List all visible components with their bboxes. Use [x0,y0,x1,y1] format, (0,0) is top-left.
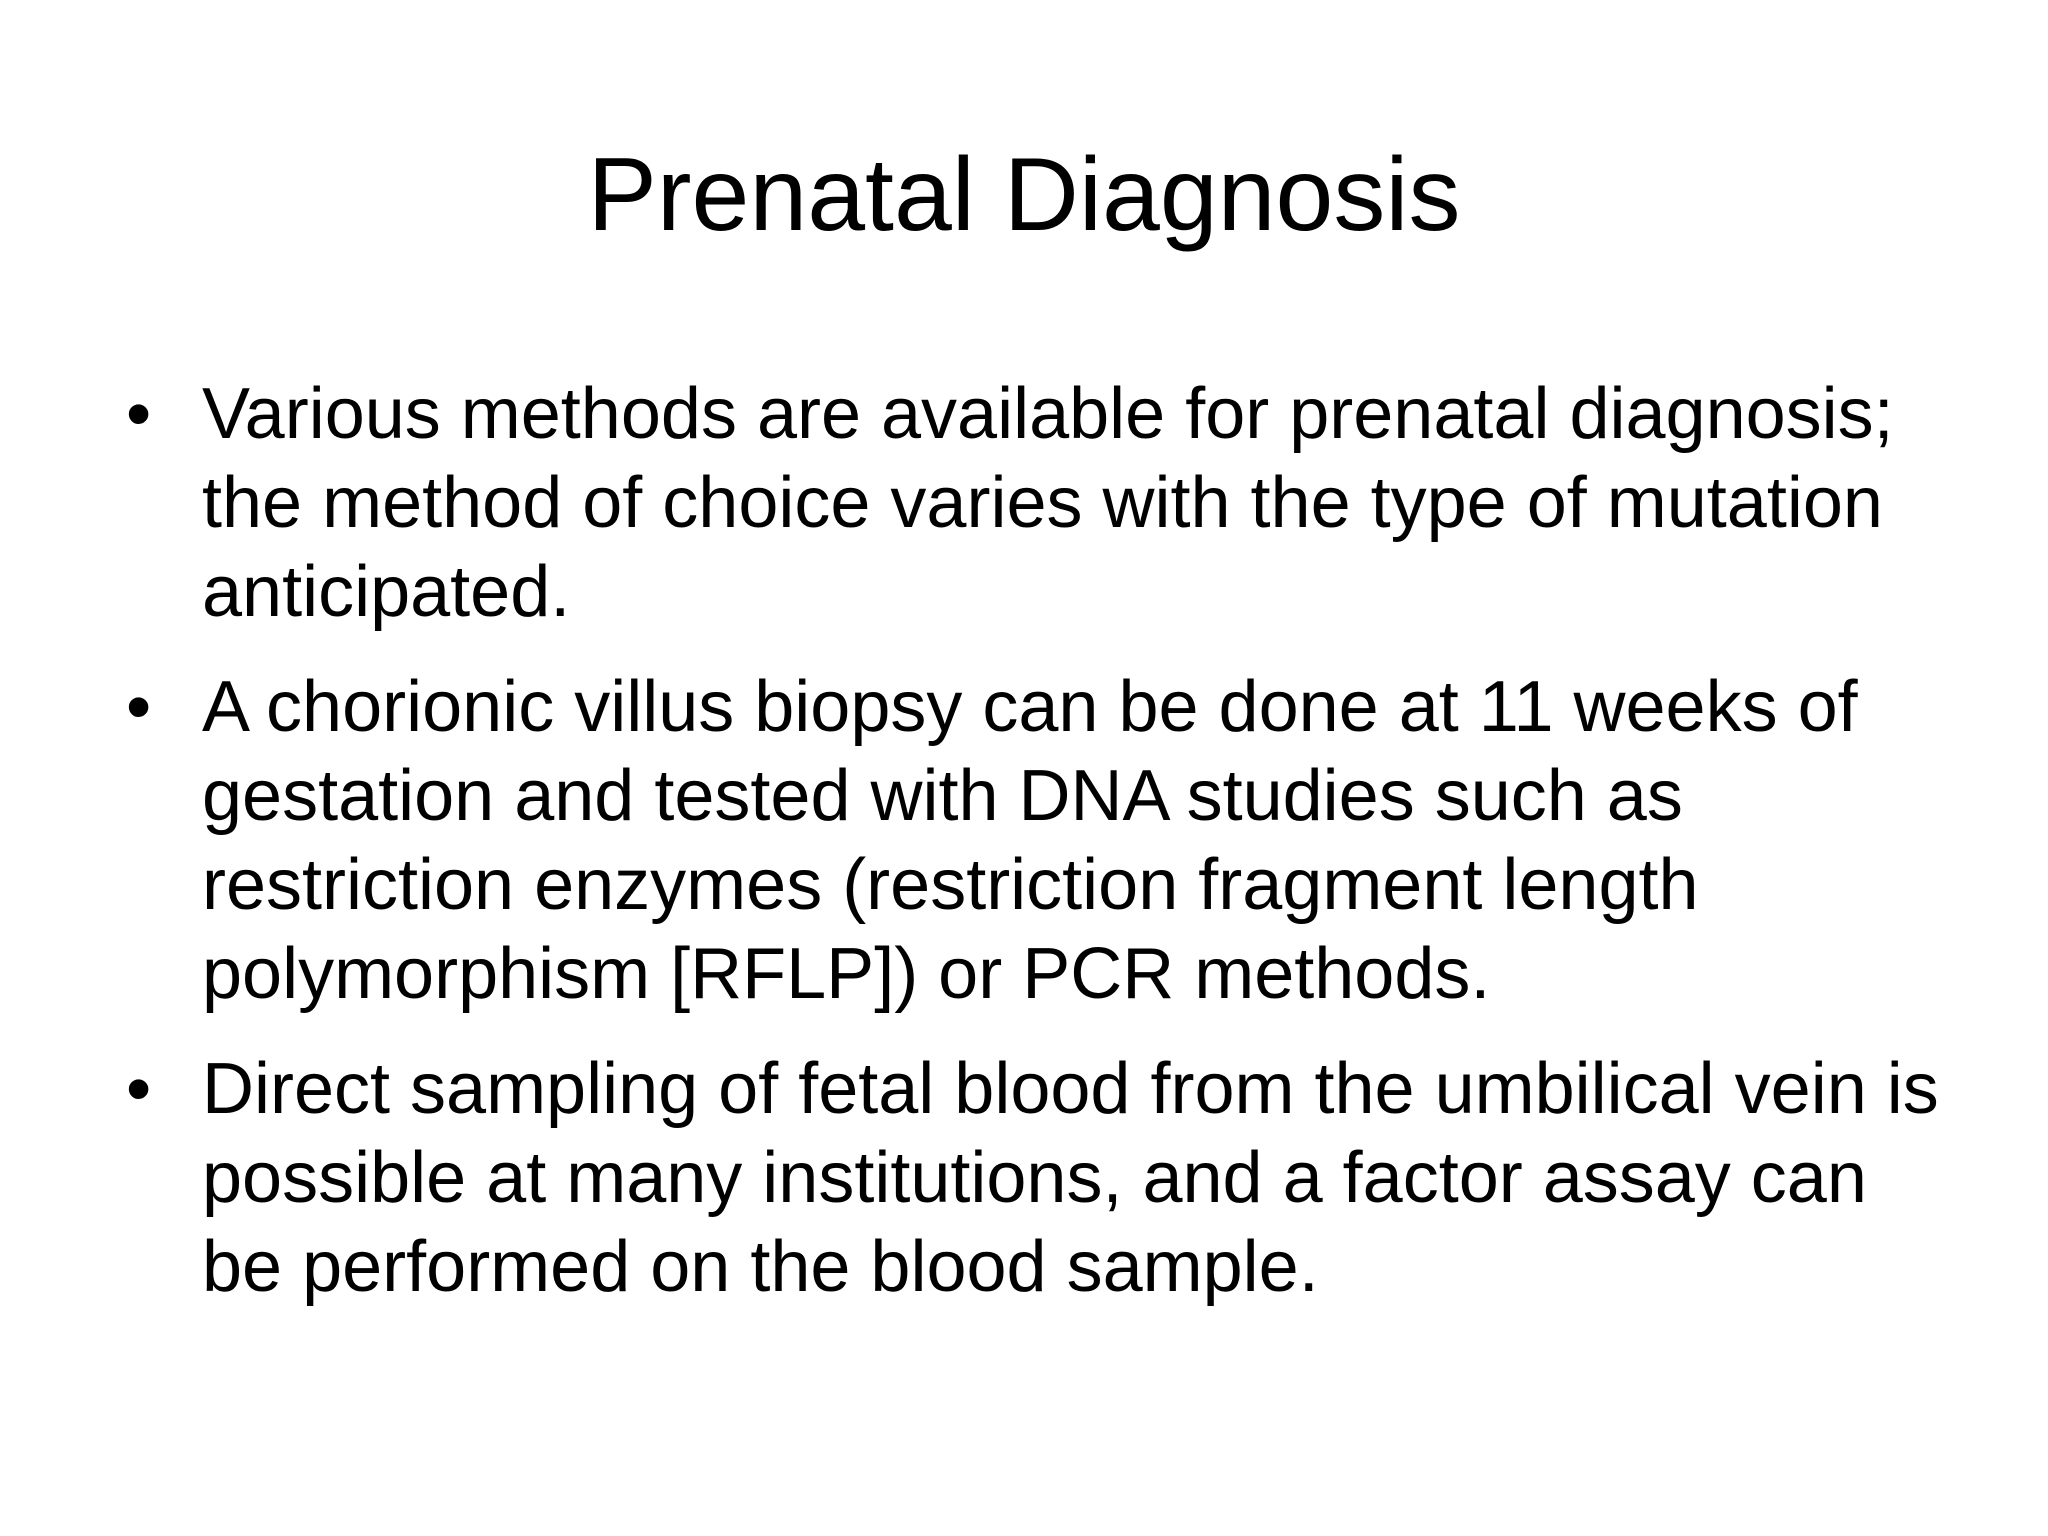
bullet-item [120,663,1960,1019]
bullet-icon: • [126,667,152,747]
slide-title: Prenatal Diagnosis [587,137,1461,253]
bullet-item [120,370,1960,637]
bullet-text: Direct sampling of fetal blood from the umbilical vein is possible at many institutions, and a factor assay can be performed on the blood sample. [202,1049,1939,1307]
bullet-text: A chorionic villus biopsy can be done at 11 weeks of gestation and tested with DNA studies such as restriction enzymes (restriction fragment length polymorphism [RFLP]) or PCR methods. [202,667,1858,1014]
bullet-icon: • [126,374,152,454]
bullet-text: Various methods are available for prenatal diagnosis; the method of choice varies with the type of mutation anticipated. [202,374,1894,632]
bullet-list [120,370,1960,1338]
bullet-item [120,1045,1960,1312]
bullet-icon: • [126,1049,152,1129]
